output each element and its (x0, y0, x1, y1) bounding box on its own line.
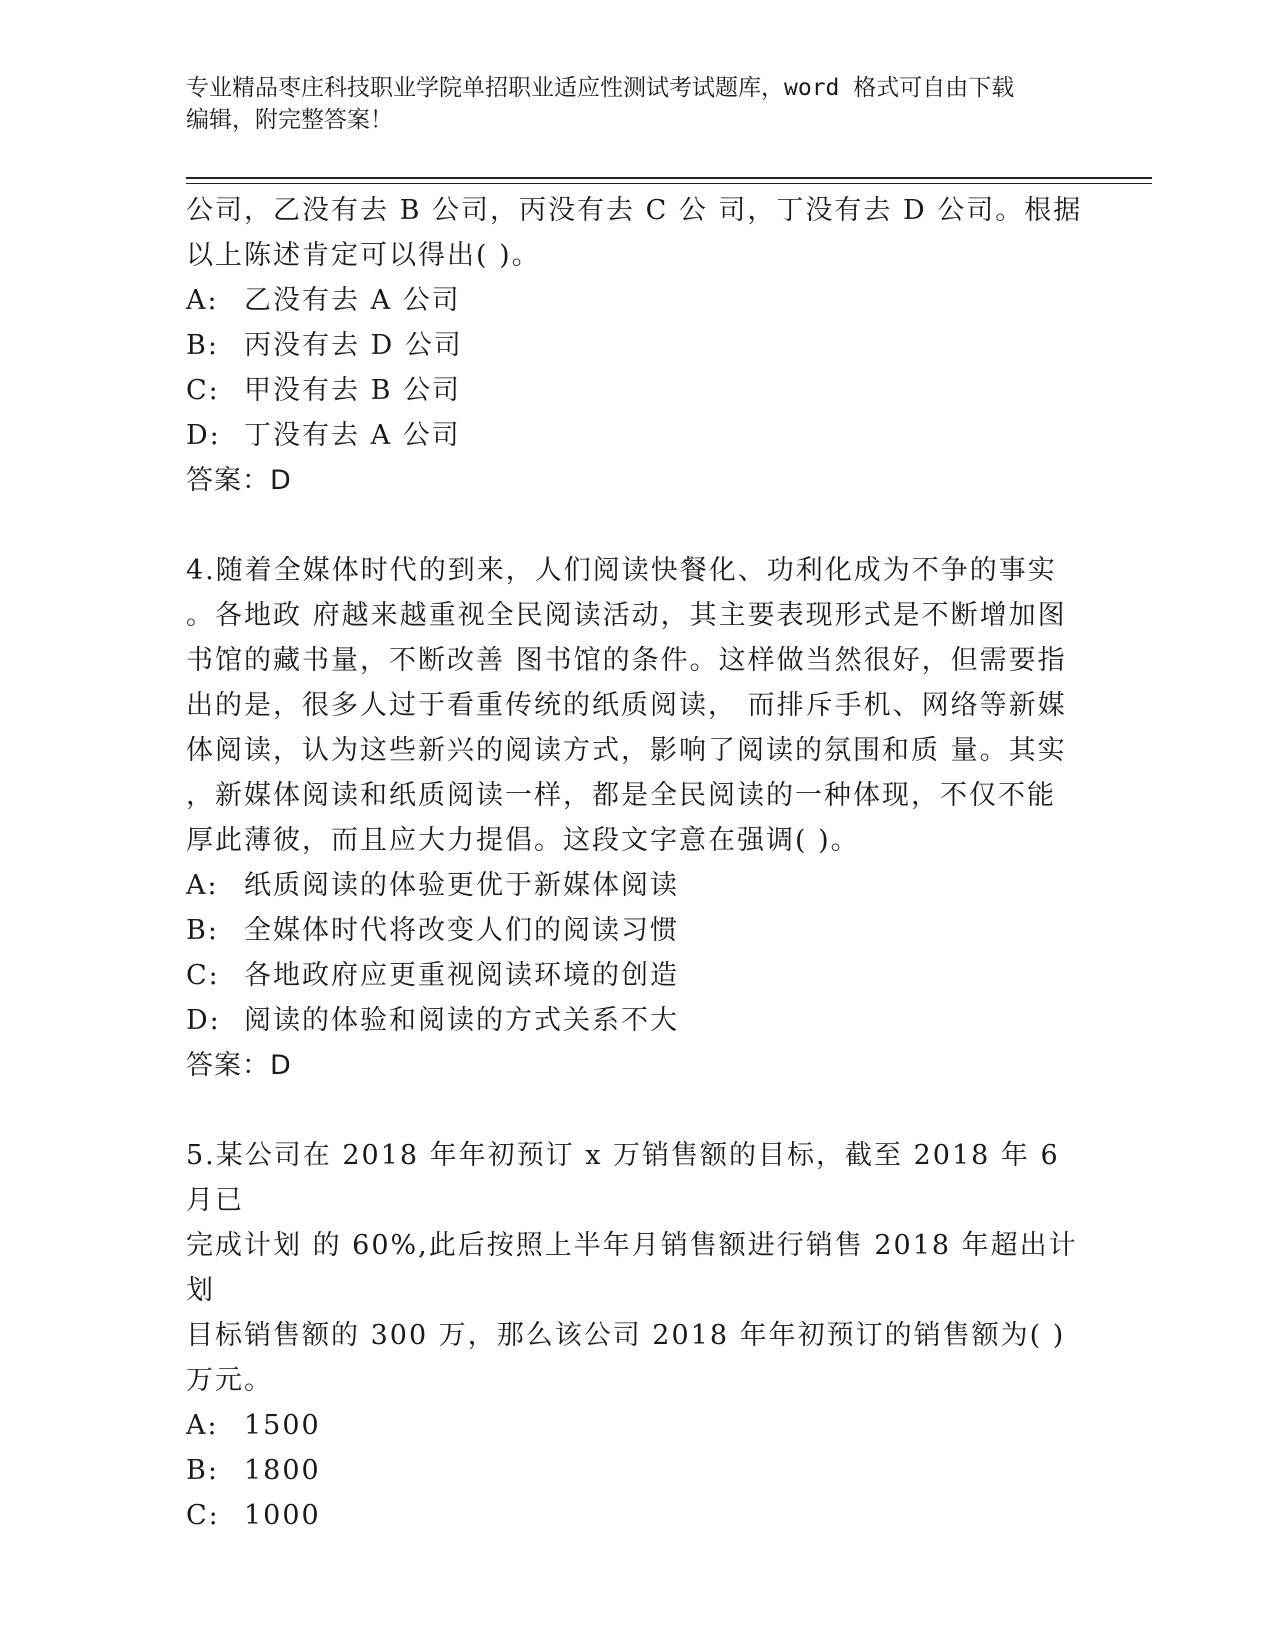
question-4-line-1: 4.随着全媒体时代的到来，人们阅读快餐化、功利化成为不争的事实 (186, 555, 1057, 586)
header-line-1: 专业精品枣庄科技职业学院单招职业适应性测试考试题库，word 格式可自由下载 (186, 75, 1015, 101)
header-rule-thin (186, 183, 1152, 184)
option-letter: A: (186, 285, 219, 316)
spacer (186, 503, 1086, 548)
option-letter: B: (186, 330, 219, 361)
option-letter: A: (186, 870, 219, 901)
option-letter: D: (186, 420, 221, 451)
option-text: 纸质阅读的体验更优于新媒体阅读 (244, 870, 679, 901)
page-header (186, 72, 1066, 136)
question-4-option-b (186, 908, 1086, 953)
question-5-option-c (186, 1493, 1086, 1538)
question-3-line-2: 以上陈述肯定可以得出( )。 (186, 240, 541, 271)
option-text: 全媒体时代将改变人们的阅读习惯 (244, 915, 679, 946)
option-text: 1800 (244, 1455, 321, 1486)
option-letter: C: (186, 960, 220, 991)
question-4-line-5: 体阅读，认为这些新兴的阅读方式，影响了阅读的氛围和质 量。其实 (186, 735, 1067, 766)
question-5-line-1: 5.某公司在 2018 年年初预订 x 万销售额的目标，截至 2018 年 6 月已 (186, 1140, 1060, 1216)
option-text: 乙没有去 A 公司 (244, 285, 461, 316)
question-5 (186, 1133, 1086, 1538)
document-body (186, 188, 1086, 1538)
question-3-option-d (186, 413, 1086, 458)
question-4 (186, 548, 1086, 1088)
question-4-option-d (186, 998, 1086, 1043)
option-letter: C: (186, 1500, 220, 1531)
option-text: 丁没有去 A 公司 (244, 420, 461, 451)
option-letter: B: (186, 1455, 219, 1486)
question-5-option-a (186, 1403, 1086, 1448)
question-3 (186, 188, 1086, 503)
question-4-option-a (186, 863, 1086, 908)
question-3-option-b (186, 323, 1086, 368)
option-letter: A: (186, 1410, 219, 1441)
option-letter: D: (186, 1005, 221, 1036)
question-3-line-1: 公司，乙没有去 B 公司，丙没有去 C 公 司，丁没有去 D 公司。根据 (186, 195, 1083, 226)
question-4-line-2: 。各地政 府越来越重视全民阅读活动，其主要表现形式是不断增加图 (186, 600, 1067, 631)
option-letter: B: (186, 915, 219, 946)
option-text: 1000 (244, 1500, 321, 1531)
option-text: 甲没有去 B 公司 (244, 375, 462, 406)
option-text: 1500 (244, 1410, 321, 1441)
question-4-line-6: ，新媒体阅读和纸质阅读一样，都是全民阅读的一种体现，不仅不能 (186, 780, 1056, 811)
question-4-line-7: 厚此薄彼，而且应大力提倡。这段文字意在强调( )。 (186, 825, 860, 856)
question-5-line-2: 完成计划 的 60%,此后按照上半年月销售额进行销售 2018 年超出计划 (186, 1230, 1078, 1306)
header-line-2: 编辑，附完整答案！ (186, 107, 393, 133)
question-5-line-4: 万元。 (186, 1365, 273, 1396)
header-rule-thick (186, 177, 1152, 179)
question-3-option-c (186, 368, 1086, 413)
question-5-option-b (186, 1448, 1086, 1493)
question-4-line-3: 书馆的藏书量，不断改善 图书馆的条件。这样做当然很好，但需要指 (186, 645, 1067, 676)
option-text: 阅读的体验和阅读的方式关系不大 (244, 1005, 679, 1036)
question-3-option-a (186, 278, 1086, 323)
question-4-line-4: 出的是，很多人过于看重传统的纸质阅读， 而排斥手机、网络等新媒 (186, 690, 1067, 721)
option-text: 各地政府应更重视阅读环境的创造 (244, 960, 679, 991)
option-letter: C: (186, 375, 220, 406)
question-4-option-c (186, 953, 1086, 998)
question-4-answer: 答案：D (186, 1050, 292, 1081)
question-5-line-3: 目标销售额的 300 万，那么该公司 2018 年年初预订的销售额为( ) (186, 1320, 1066, 1351)
spacer (186, 1088, 1086, 1133)
question-3-answer: 答案：D (186, 465, 292, 496)
option-text: 丙没有去 D 公司 (244, 330, 463, 361)
